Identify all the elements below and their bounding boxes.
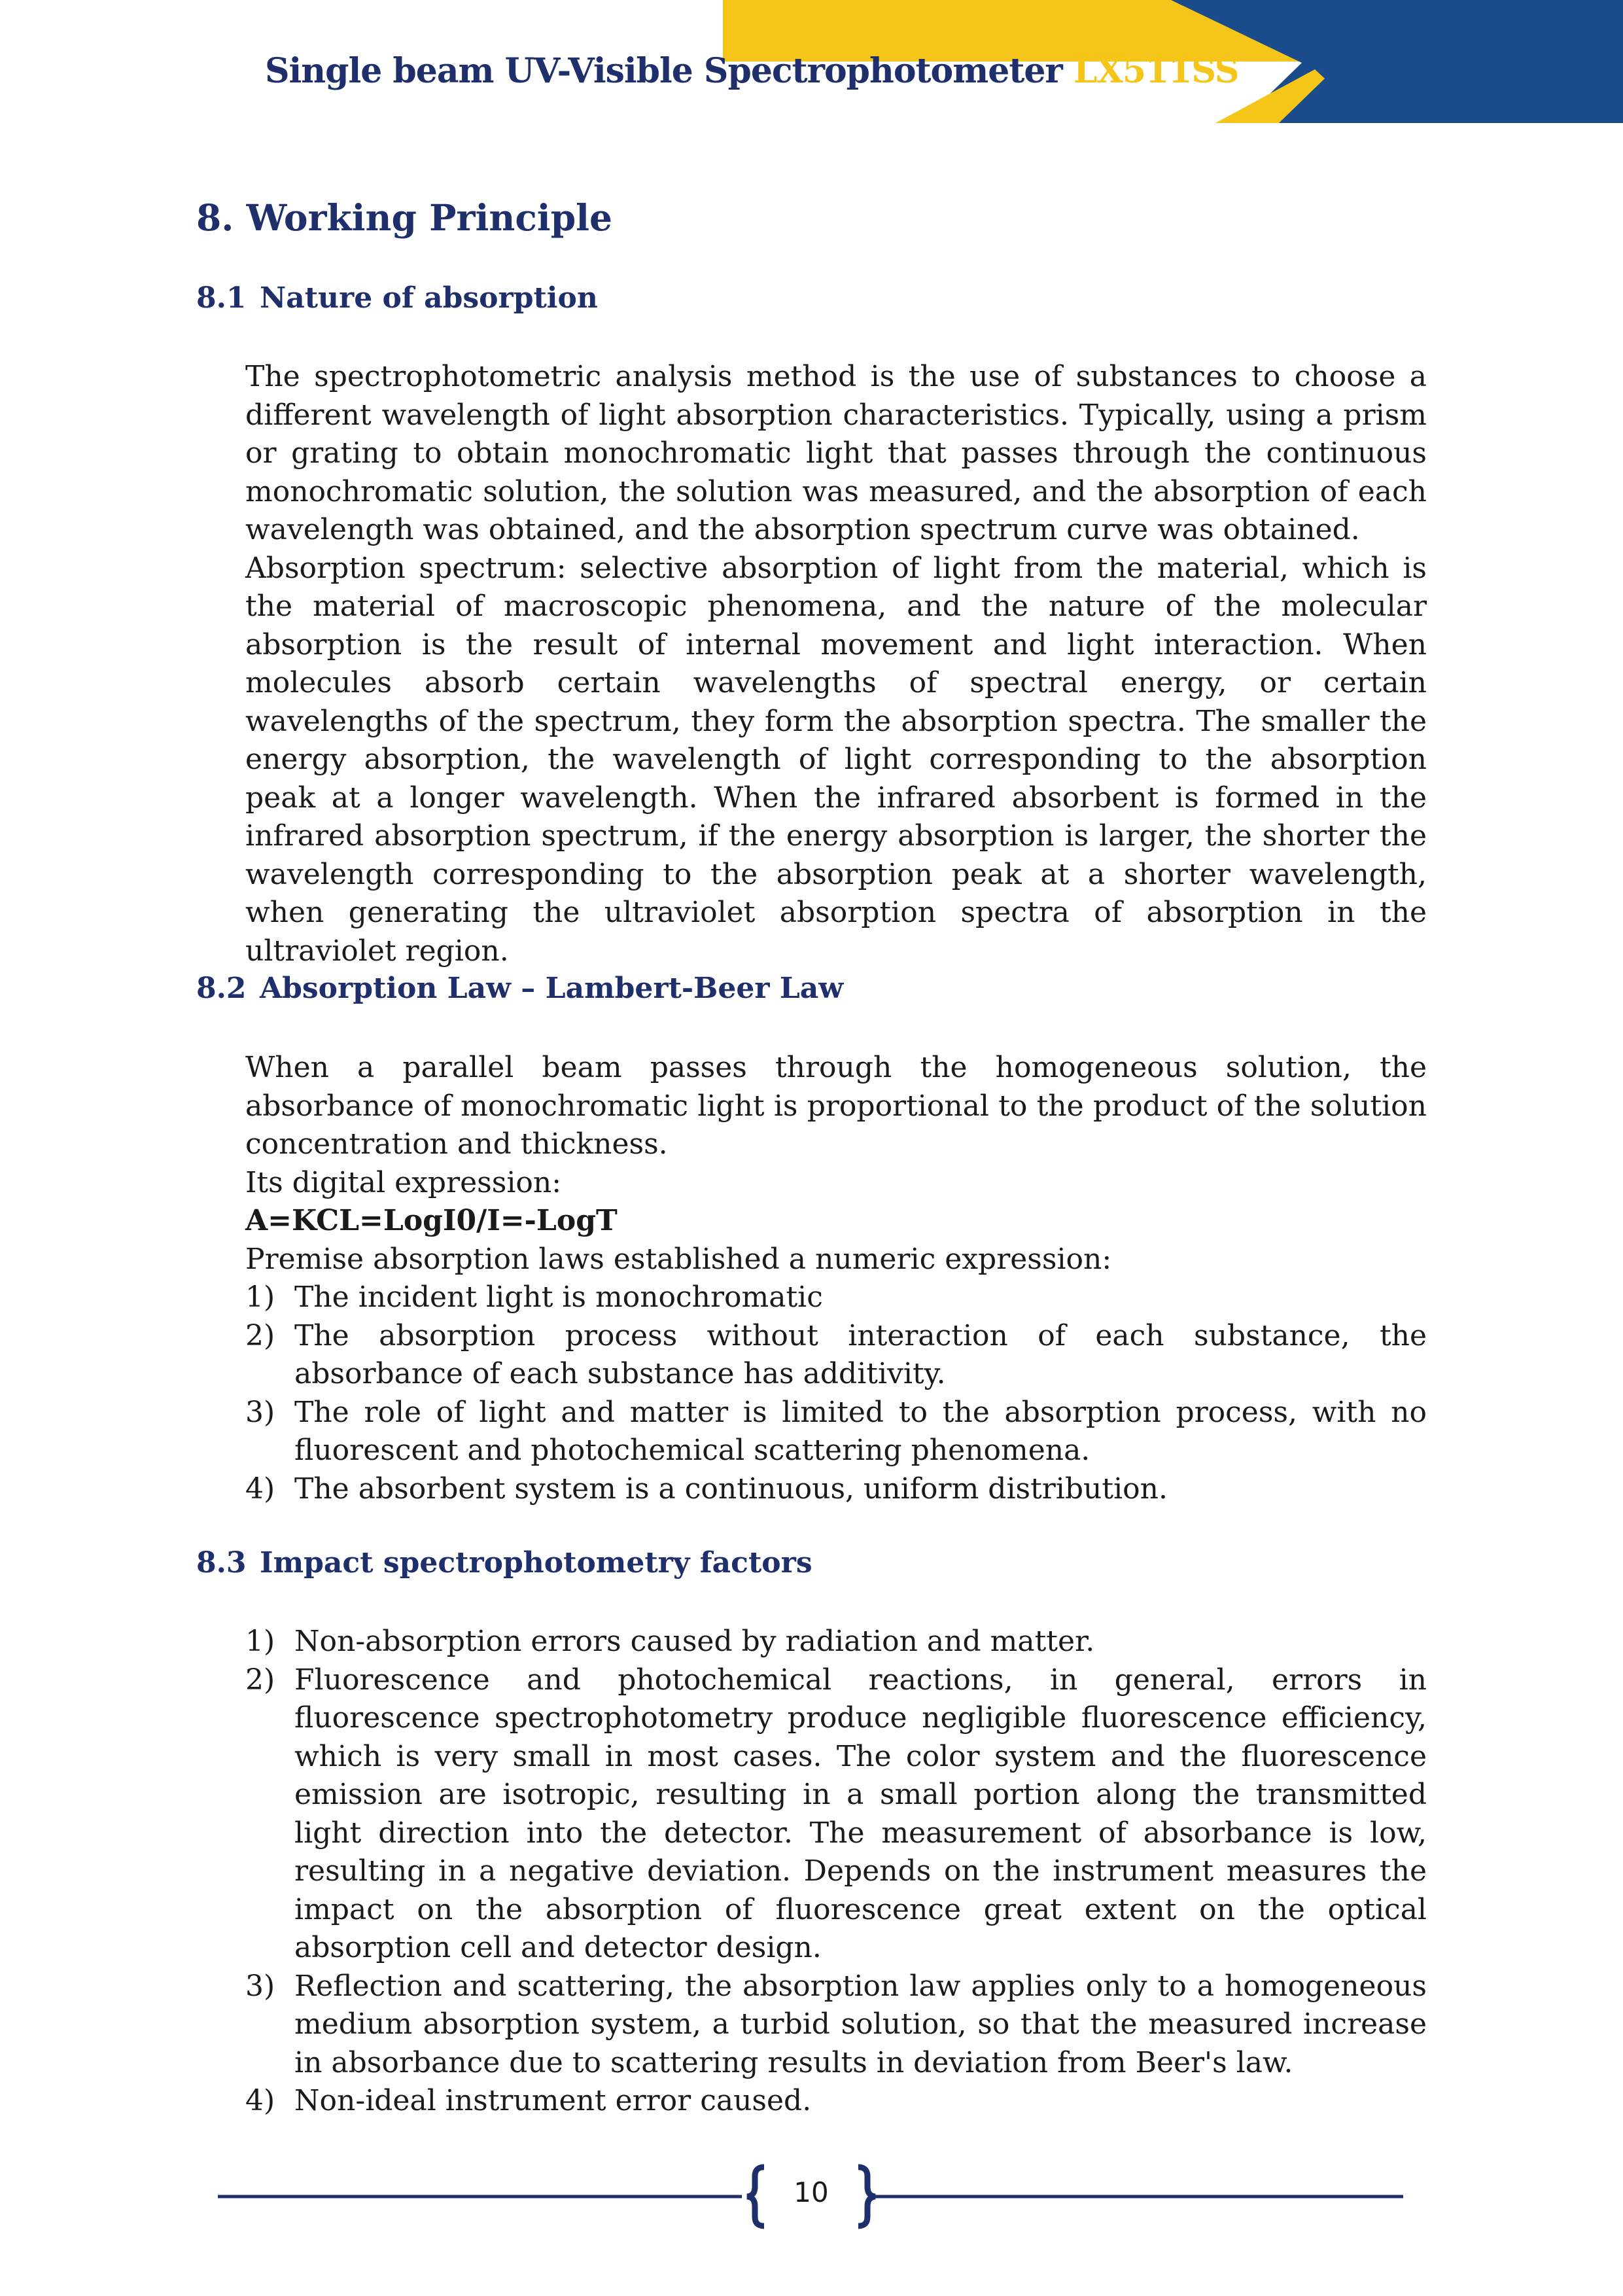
- subsection-heading-8-3: [196, 1546, 812, 1580]
- list-text: The role of light and matter is limited to the absorption process, with no fluorescent and photochemical scattering phenomena.: [294, 1395, 1427, 1467]
- list-item: [245, 1279, 1427, 1317]
- premise-text: Premise absorption laws established a numeric expression:: [245, 1242, 1112, 1276]
- list-number: 1): [245, 1280, 275, 1314]
- list-text: Fluorescence and photochemical reactions, in general, errors in fluorescence spectrophotometry produce negligible fluorescence efficiency, which is very small in most cases. The color system and the fluorescence emission are isotropic, resulting in a small portion along the transmitted light direction into the detector. The measurement of absorbance is low, resulting in a negative deviation. Depends on the instrument measures the impact on the absorption of fluorescence great extent on the optical absorption cell and detector design.: [294, 1663, 1427, 1964]
- list-number: 2): [245, 1318, 275, 1352]
- list-item: [245, 1394, 1427, 1470]
- factors-list: [245, 1623, 1427, 2121]
- premise-list: [245, 1279, 1427, 1508]
- list-text: Reflection and scattering, the absorption law applies only to a homogeneous medium absorption system, a turbid solution, so that the measured increase in absorbance due to scattering results in deviation from Beer's law.: [294, 1969, 1427, 2079]
- list-number: 3): [245, 1969, 275, 2003]
- subsection-number: 8.2: [196, 972, 247, 1005]
- list-text: Non-ideal instrument error caused.: [294, 2084, 812, 2117]
- list-text: The absorbent system is a continuous, uniform distribution.: [294, 1472, 1168, 1506]
- subsection-number: 8.1: [196, 281, 247, 315]
- section-8-2-body: [245, 1049, 1427, 1508]
- list-item: [245, 1470, 1427, 1509]
- list-item: [245, 1317, 1427, 1394]
- section-8-3-body: [245, 1623, 1427, 2121]
- list-text: The absorption process without interaction of each substance, the absorbance of each substance has additivity.: [294, 1318, 1427, 1390]
- list-number: 4): [245, 1472, 275, 1506]
- list-text: Non-absorption errors caused by radiation and matter.: [294, 1625, 1095, 1658]
- document-header-title: [265, 51, 1238, 91]
- subsection-title: Absorption Law – Lambert-Beer Law: [260, 972, 844, 1005]
- subsection-title: Impact spectrophotometry factors: [260, 1546, 812, 1580]
- subsection-title: Nature of absorption: [260, 281, 598, 315]
- paragraph: When a parallel beam passes through the homogeneous solution, the absorbance of monochromatic light is proportional to the product of the solution concentration and thickness.: [245, 1051, 1427, 1161]
- list-number: 4): [245, 2084, 275, 2117]
- list-item: [245, 1623, 1427, 1661]
- list-number: 3): [245, 1395, 275, 1429]
- section-title: 8. Working Principle: [196, 196, 613, 239]
- subsection-heading-8-2: [196, 972, 843, 1005]
- list-text: The incident light is monochromatic: [294, 1280, 823, 1314]
- paragraph: Absorption spectrum: selective absorption of light from the material, which is the material of macroscopic phenomena, and the nature of the molecular absorption is the result of internal movement and light interaction. When molecules absorb certain wavelengths of spectral energy, or certain wavelengths of the spectrum, they form the absorption spectra. The smaller the energy absorption, the wavelength of light corresponding to the absorption peak at a longer wavelength. When the infrared absorbent is formed in the infrared absorption spectrum, if the energy absorption is larger, the shorter the wavelength corresponding to the absorption peak at a shorter wavelength, when generating the ultraviolet absorption spectra of absorption in the ultraviolet region.: [245, 551, 1427, 968]
- list-item: [245, 1968, 1427, 2083]
- paragraph: The spectrophotometric analysis method is the use of substances to choose a different wavelength of light absorption characteristics. Typically, using a prism or grating to obtain monochromatic light that passes through the continuous monochromatic solution, the solution was measured, and the absorption of each wavelength was obtained, and the absorption spectrum curve was obtained.: [245, 360, 1427, 546]
- subsection-heading-8-1: [196, 281, 598, 315]
- lambert-beer-formula: A=KCL=LogI0/I=-LogT: [245, 1204, 618, 1237]
- list-item: [245, 2082, 1427, 2121]
- subsection-number: 8.3: [196, 1546, 247, 1580]
- section-8-1-body: [245, 358, 1427, 970]
- header-product-name: Single beam UV-Visible Spectrophotometer: [265, 51, 1062, 91]
- list-item: [245, 1661, 1427, 1968]
- page-number: 10: [794, 2176, 829, 2208]
- header-model-number: LX511SS: [1073, 51, 1239, 91]
- list-number: 1): [245, 1625, 275, 1658]
- list-number: 2): [245, 1663, 275, 1697]
- expression-label: Its digital expression:: [245, 1165, 562, 1199]
